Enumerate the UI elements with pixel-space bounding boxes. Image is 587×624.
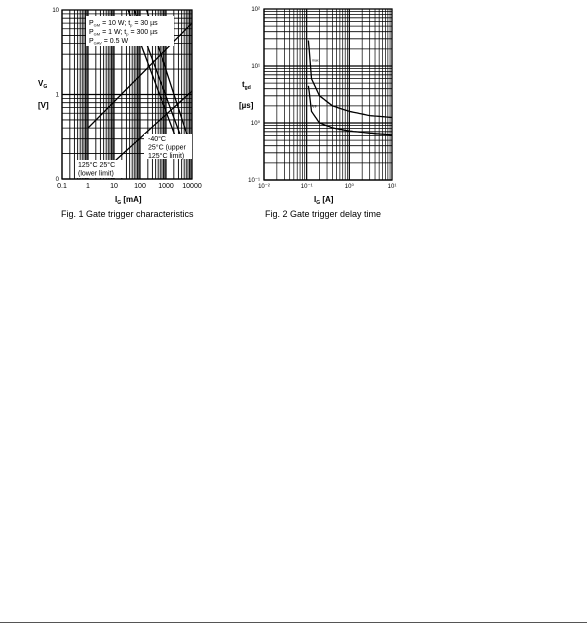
fig2-y-tick-label: 10²: [251, 7, 260, 13]
fig1-temp-right-label: -40°C: [148, 136, 166, 143]
fig1-caption: Fig. 1 Gate trigger characteristics: [61, 209, 194, 219]
fig2-x-tick-label: 10⁻¹: [300, 184, 313, 190]
fig1-legend-entry: $P_{GM} = 1$ W; $t_p = 300$ µs: [89, 29, 158, 37]
fig1-x-tick-label: 0.1: [57, 183, 67, 190]
fig1-x-tick-label: 1: [86, 183, 90, 190]
fig2-x-tick-label: 10⁻²: [258, 184, 270, 190]
fig2-x-tick-label: 10¹: [387, 184, 397, 190]
fig2-series-label-typ: typ: [312, 104, 317, 109]
fig2-x-tick-label: 10⁰: [344, 184, 354, 190]
fig2-caption: Fig. 2 Gate trigger delay time: [265, 209, 382, 219]
fig2-y-tick-label: 10⁻¹: [248, 178, 260, 184]
fig1-x-tick-label: 1000: [158, 183, 174, 190]
fig2-series-label-max: max: [312, 58, 319, 63]
fig1-legend-entry: $P_{GAV} = 0.5$ W: [89, 38, 129, 46]
fig1-x-tick-label: 10: [110, 183, 118, 190]
fig2-y-axis-title: $t_{gd}$: [242, 80, 251, 91]
fig1-x-axis-title: $I_G$ [mA]: [115, 195, 142, 206]
fig1-gate-trigger-chart: [38, 8, 202, 206]
fig1-x-tick-label: 100: [134, 183, 146, 190]
fig1-y-tick-label: 10: [52, 8, 59, 14]
fig1-temp-right-label: 125°C limit): [148, 153, 185, 160]
fig1-legend-entry: $P_{GM} = 10$ W; $t_p = 30$ µs: [89, 20, 158, 28]
fig1-temp-bottom-label: (lower limit): [78, 170, 114, 178]
fig2-x-axis-title: $I_G$ [A]: [314, 195, 334, 206]
page-bottom-rule: [0, 622, 587, 623]
fig2-y-tick-label: 10¹: [251, 64, 260, 70]
fig1-temp-bottom-label: 125°C 25°C: [78, 162, 116, 169]
fig1-y-axis-unit: [V]: [38, 101, 49, 110]
fig1-temp-right-label: 25°C (upper: [148, 144, 186, 152]
fig1-y-tick-label: 1: [55, 92, 59, 99]
fig1-y-axis-title: $V_G$: [38, 79, 48, 90]
fig2-gate-delay-chart: [239, 7, 396, 206]
fig1-x-tick-label: 10000: [182, 183, 202, 190]
fig2-plot-frame: [264, 9, 392, 180]
fig1-y-tick-label: 0: [55, 177, 59, 183]
fig2-y-tick-label: 10⁰: [250, 121, 260, 127]
fig2-y-axis-unit: [µs]: [239, 101, 254, 110]
